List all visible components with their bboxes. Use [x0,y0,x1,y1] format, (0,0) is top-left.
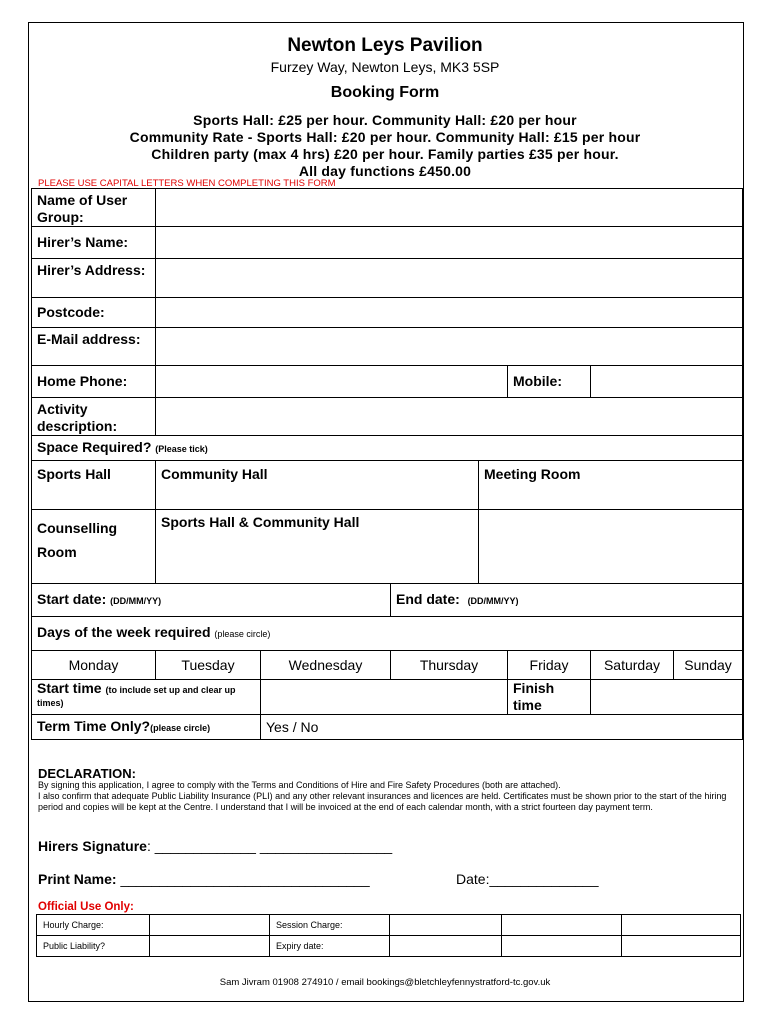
postcode-input[interactable] [156,298,743,328]
home-phone-label: Home Phone: [32,366,156,398]
hourly-charge-input[interactable] [150,915,270,936]
signature-line: : _____________ _________________ [146,838,393,854]
hourly-charge-label: Hourly Charge: [37,915,150,936]
rate-line-3: Children party (max 4 hrs) £20 per hour. Family parties £35 per hour. [151,146,619,162]
official-blank-3[interactable] [502,936,622,957]
term-time-label: Term Time Only? [37,717,151,734]
official-blank-1[interactable] [502,915,622,936]
day-tuesday[interactable]: Tuesday [156,651,261,680]
booking-table [31,188,743,740]
space-required-row [32,436,743,461]
hirer-address-input[interactable] [156,259,743,298]
start-time-label: Start time [37,680,102,696]
counselling-label: Counselling [37,520,118,536]
extra-space-cell[interactable] [479,510,743,584]
session-charge-label: Session Charge: [270,915,390,936]
term-time-options[interactable]: Yes / No [261,715,743,740]
date-field[interactable] [456,871,598,887]
declaration-text [38,780,738,813]
print-name-line: ________________________________ [116,871,370,887]
venue-address: Furzey Way, Newton Leys, MK3 5SP [270,59,500,75]
hirer-name-label: Hirer’s Name: [32,227,156,259]
sports-hall-option[interactable]: Sports Hall [32,461,156,510]
days-required-label: Days of the week required [37,624,211,640]
mobile-label: Mobile: [508,366,591,398]
email-label: E-Mail address: [32,328,156,366]
day-sunday[interactable]: Sunday [674,651,743,680]
finish-time-label: Finish time [508,680,591,715]
user-group-input[interactable] [156,189,743,227]
end-date-format: (DD/MM/YY) [467,595,519,606]
day-monday[interactable]: Monday [32,651,156,680]
signature-label: Hirers Signature [38,838,147,854]
day-wednesday[interactable]: Wednesday [261,651,391,680]
capitals-warning: PLEASE USE CAPITAL LETTERS WHEN COMPLETING THIS FORM [38,178,336,189]
expiry-date-label: Expiry date: [270,936,390,957]
mobile-input[interactable] [591,366,743,398]
print-name-label: Print Name: [38,871,117,887]
rate-line-2: Community Rate - Sports Hall: £20 per hour. Community Hall: £15 per hour [129,129,641,145]
finish-time-input[interactable] [591,680,743,715]
start-time-input[interactable] [261,680,508,715]
declaration-line-1: By signing this application, I agree to comply with the Terms and Conditions of Hire and Fire Safety Procedures (both are attached). [38,780,561,790]
declaration-line-2: I also confirm that adequate Public Liability Insurance (PLI) and any other relevant insurances and licences are held. Certificates must be shown prior to the start of the hiring period and copies will be kept at the Centre. I understand that I will be invoiced at the end of each calendar month, with a strict fourteen day payment term. [38,791,727,812]
start-date-field[interactable] [32,584,391,617]
page-title: Newton Leys Pavilion [287,35,483,56]
start-date-format: (DD/MM/YY) [110,595,162,606]
day-saturday[interactable]: Saturday [591,651,674,680]
end-date-field[interactable] [391,584,743,617]
room-label: Room [37,544,77,560]
rate-line-4: All day functions £450.00 [298,163,472,179]
hirer-name-input[interactable] [156,227,743,259]
counselling-room-option[interactable] [32,510,156,584]
form-title: Booking Form [330,84,440,101]
day-thursday[interactable]: Thursday [391,651,508,680]
days-required-note: (please circle) [214,629,271,639]
declaration-title: DECLARATION: [38,766,136,781]
session-charge-input[interactable] [390,915,502,936]
signature-field[interactable] [38,838,392,854]
print-name-field[interactable] [38,871,370,887]
activity-input[interactable] [156,398,743,436]
sports-community-option[interactable]: Sports Hall & Community Hall [156,510,479,584]
public-liability-label: Public Liability? [37,936,150,957]
official-blank-2[interactable] [622,915,741,936]
user-group-label: Name of User Group: [32,189,156,227]
start-date-label: Start date: [37,590,107,607]
rate-line-1: Sports Hall: £25 per hour. Community Hall: £20 per hour [193,112,577,128]
postcode-label: Postcode: [32,298,156,328]
meeting-room-option[interactable]: Meeting Room [479,461,743,510]
space-required-label: Space Required? [37,438,152,455]
community-hall-option[interactable]: Community Hall [156,461,479,510]
date-label: Date: [456,871,490,887]
email-input[interactable] [156,328,743,366]
official-use-title: Official Use Only: [38,901,134,913]
start-time-label-cell [32,680,261,715]
term-time-note: (please circle) [150,722,211,733]
date-line: ______________ [489,871,599,887]
home-phone-input[interactable] [156,366,508,398]
official-blank-4[interactable] [622,936,741,957]
hirer-address-label: Hirer’s Address: [32,259,156,298]
start-time-note: (to include set up and clear up times) [37,685,236,708]
activity-label: Activity description: [32,398,156,436]
public-liability-input[interactable] [150,936,270,957]
space-required-note: (Please tick) [155,443,208,454]
day-friday[interactable]: Friday [508,651,591,680]
days-required-row [32,617,743,651]
official-use-table [36,914,741,957]
expiry-date-input[interactable] [390,936,502,957]
term-time-cell [32,715,261,740]
contact-footer: Sam Jivram 01908 274910 / email bookings@bletchleyfennystratford-tc.gov.uk [219,977,551,988]
end-date-label: End date: [396,590,460,607]
